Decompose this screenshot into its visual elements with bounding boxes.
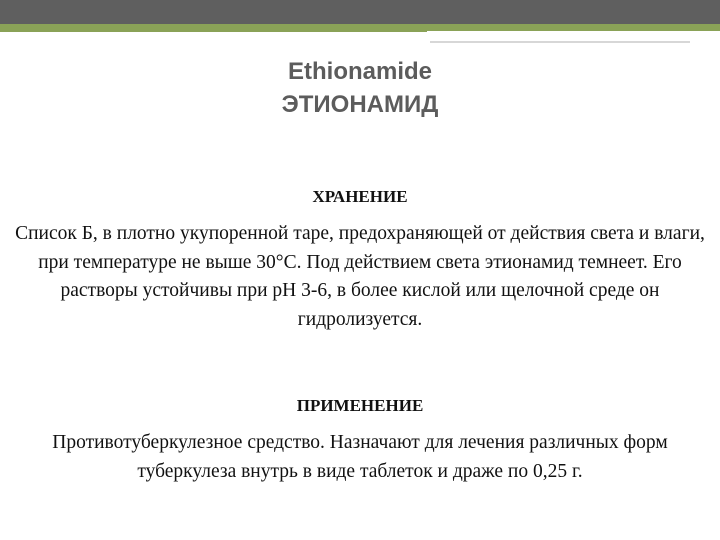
usage-heading: ПРИМЕНЕНИЕ [296,396,424,415]
slide-title [0,56,720,122]
top-decorative-bar [0,0,720,24]
storage-section [0,186,720,334]
top-divider-line [430,41,690,43]
storage-heading: ХРАНЕНИЕ [312,187,408,206]
title-latin: Ethionamide [287,58,432,85]
usage-section [0,395,720,486]
storage-text: Список Б, в плотно укупоренной таре, предохраняющей от действия света и влаги, при температуре не выше 30°С. Под действием света этионамид темнеет. Его растворы устойчивы при рН 3-6, в более кислой или щелочной среде он гидролизуется. [15,223,705,330]
usage-text: Противотуберкулезное средство. Назначают для лечения различных форм туберкулеза внутрь в виде таблеток и драже по 0,25 г. [52,432,668,482]
title-russian: ЭТИОНАМИД [281,91,439,118]
